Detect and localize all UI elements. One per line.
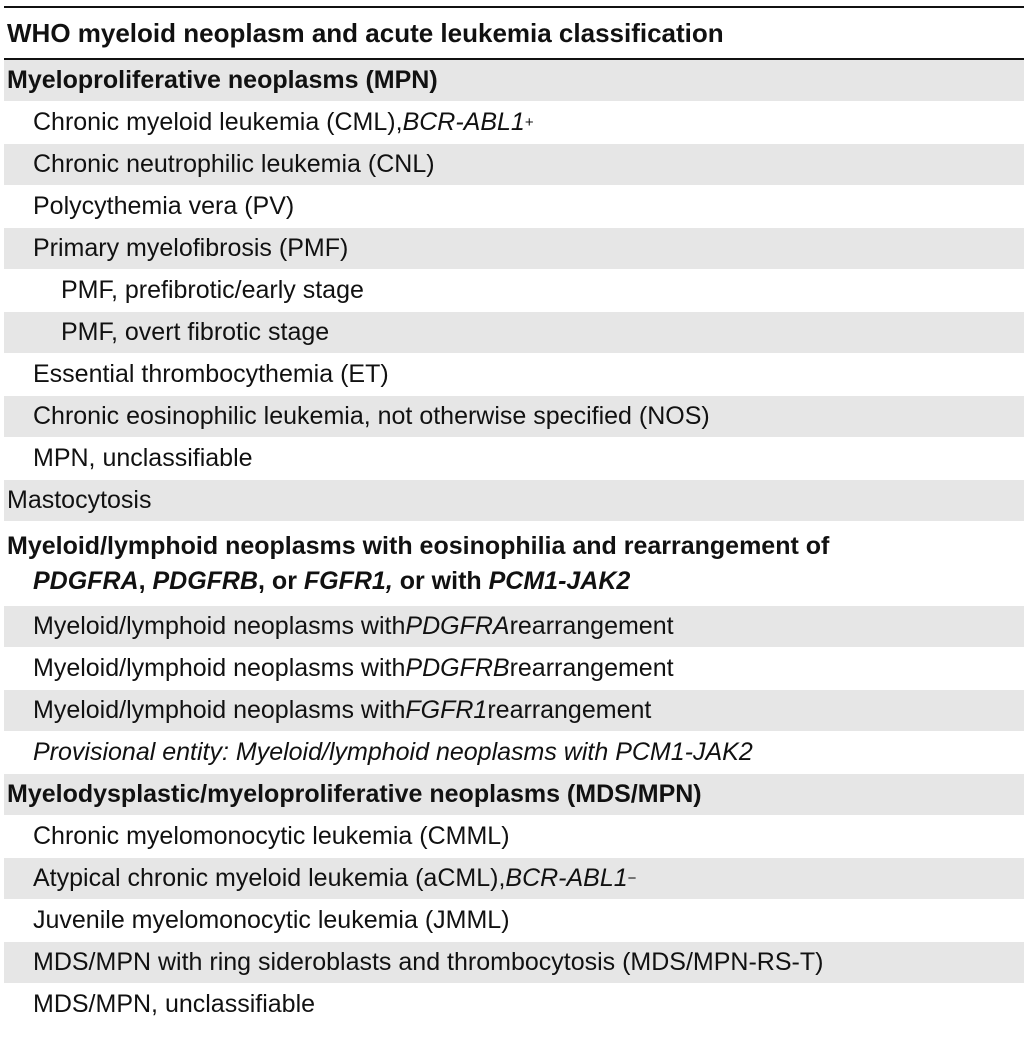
gene-name: PDGFRB	[405, 654, 510, 682]
gene-name: PDGFRA	[33, 566, 139, 595]
row-text: Myeloid/lymphoid neoplasms with	[33, 612, 406, 640]
table-row	[4, 606, 1024, 648]
row-text: MPN, unclassifiable	[33, 444, 253, 472]
table-title	[4, 8, 1024, 60]
table-row	[4, 186, 1024, 228]
row-text: Myeloid/lymphoid neoplasms with	[33, 696, 406, 724]
table-row	[4, 900, 1024, 942]
separator: or with	[392, 566, 489, 595]
row-text: Polycythemia vera (PV)	[33, 192, 295, 220]
table-row	[4, 438, 1024, 480]
gene-name: PDGFRB	[152, 566, 259, 595]
gene-name: FGFR1	[405, 696, 488, 724]
table-row	[4, 942, 1024, 984]
row-text: Atypical chronic myeloid leukemia (aCML),	[33, 864, 506, 892]
category-mpn	[4, 60, 1024, 102]
row-text: Chronic eosinophilic leukemia, not otherwise specified (NOS)	[33, 402, 710, 430]
row-text: Chronic myeloid leukemia (CML),	[33, 108, 403, 136]
table-row	[4, 312, 1024, 354]
row-text: Juvenile myelomonocytic leukemia (JMML)	[33, 906, 510, 934]
row-text: Provisional entity: Myeloid/lymphoid neoplasms with PCM1-JAK2	[33, 738, 753, 766]
separator: ,	[138, 566, 153, 595]
category-label: Myeloid/lymphoid neoplasms with eosinophilia and rearrangement of	[7, 531, 830, 560]
gene-name: PDGFRA	[405, 612, 510, 640]
table-row	[4, 396, 1024, 438]
category-label: Mastocytosis	[7, 486, 152, 514]
table-row-provisional	[4, 732, 1024, 774]
table-row	[4, 690, 1024, 732]
table-row	[4, 984, 1024, 1026]
gene-name: BCR-ABL1	[402, 108, 525, 136]
row-text: PMF, overt fibrotic stage	[61, 318, 330, 346]
table-title-text: WHO myeloid neoplasm and acute leukemia classification	[7, 17, 724, 48]
superscript: +	[524, 114, 534, 131]
category-mds-mpn	[4, 774, 1024, 816]
row-text-suffix: rearrangement	[509, 612, 674, 640]
category-label-line-1	[7, 532, 829, 561]
superscript: −	[627, 870, 637, 887]
category-label: Myelodysplastic/myeloproliferative neoplasms (MDS/MPN)	[7, 780, 702, 808]
gene-name: BCR-ABL1	[505, 864, 628, 892]
table-row	[4, 858, 1024, 900]
row-text-suffix: rearrangement	[509, 654, 674, 682]
table-row	[4, 270, 1024, 312]
category-label: Myeloproliferative neoplasms (MPN)	[7, 66, 438, 94]
gene-name: FGFR1,	[303, 566, 393, 595]
table-row	[4, 354, 1024, 396]
table-row	[4, 648, 1024, 690]
row-text: Myeloid/lymphoid neoplasms with	[33, 654, 406, 682]
gene-name: PCM1-JAK2	[488, 566, 631, 595]
row-text-suffix: rearrangement	[487, 696, 652, 724]
row-text: Chronic myelomonocytic leukemia (CMML)	[33, 822, 510, 850]
category-label-line-2	[7, 567, 630, 596]
category-myeloid-lymphoid	[4, 522, 1024, 606]
row-text: Essential thrombocythemia (ET)	[33, 360, 389, 388]
category-mastocytosis	[4, 480, 1024, 522]
row-text: MDS/MPN, unclassifiable	[33, 990, 316, 1018]
separator: , or	[258, 566, 304, 595]
table-row	[4, 102, 1024, 144]
row-text: PMF, prefibrotic/early stage	[61, 276, 364, 304]
table-row	[4, 228, 1024, 270]
row-text: Chronic neutrophilic leukemia (CNL)	[33, 150, 435, 178]
table-row	[4, 816, 1024, 858]
row-text: Primary myelofibrosis (PMF)	[33, 234, 349, 262]
table-row	[4, 144, 1024, 186]
classification-table	[4, 6, 1024, 1026]
row-text: MDS/MPN with ring sideroblasts and thrombocytosis (MDS/MPN-RS-T)	[33, 948, 824, 976]
